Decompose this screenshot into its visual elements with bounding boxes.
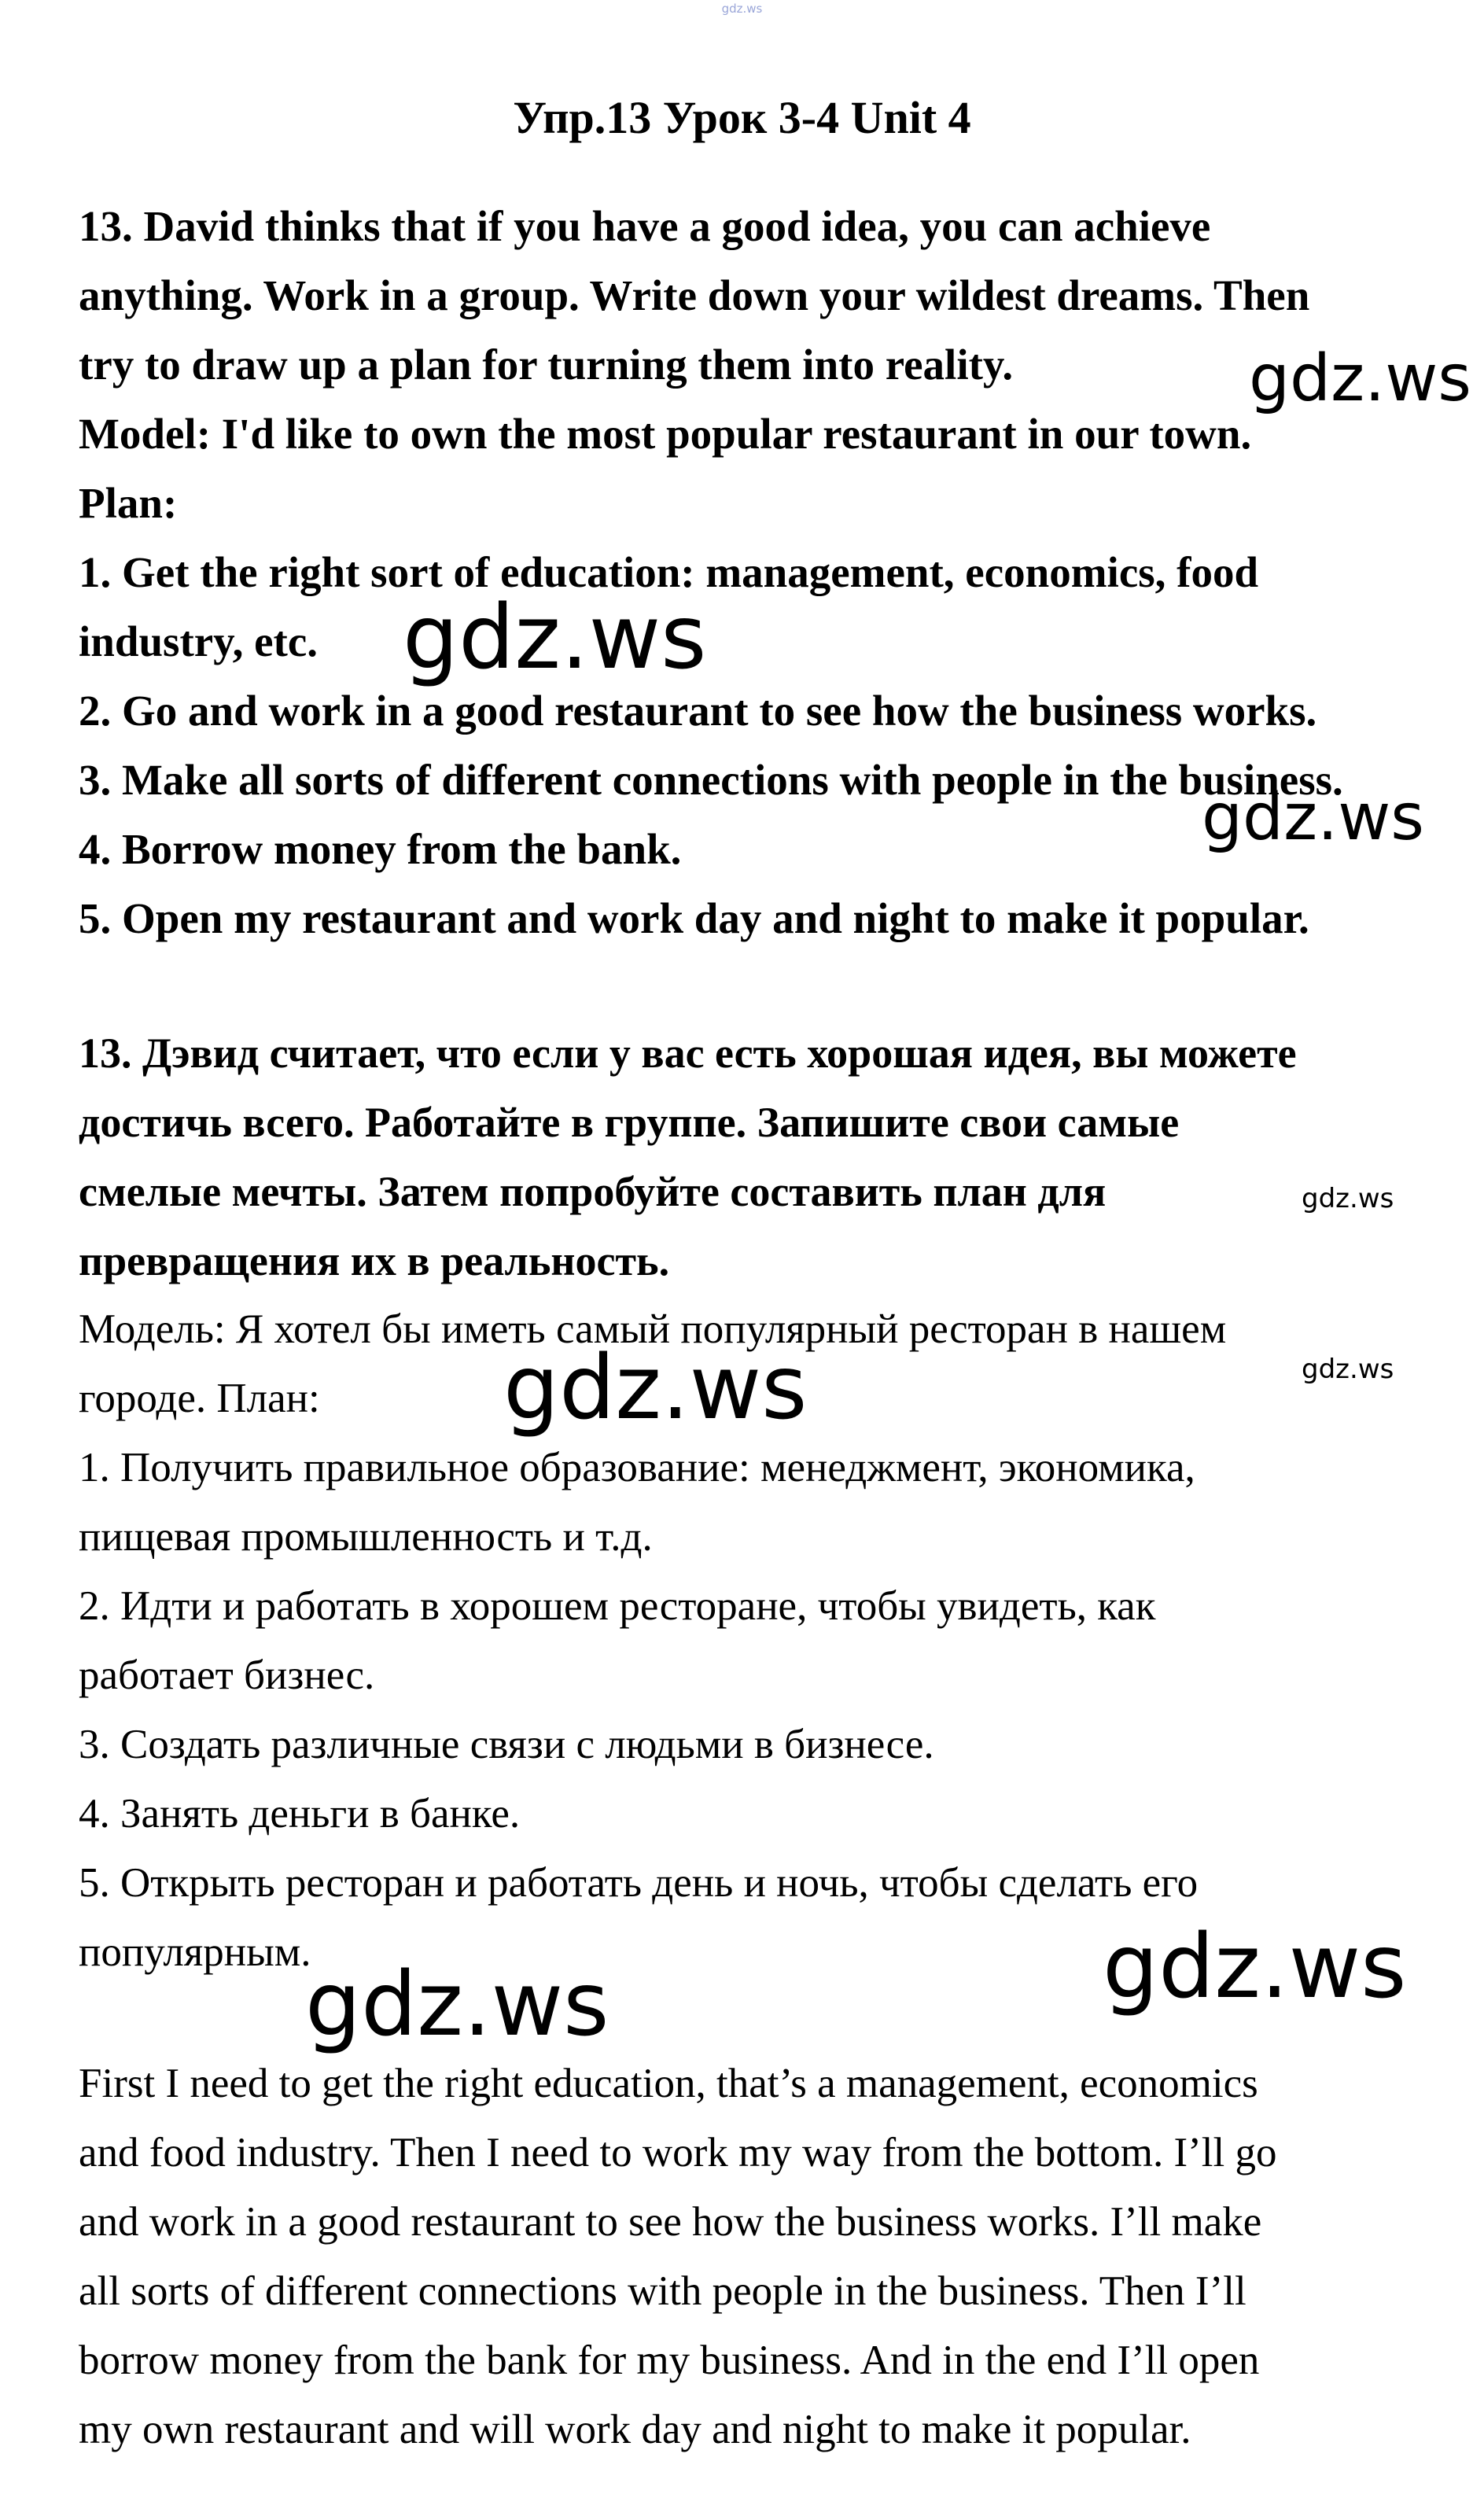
text-line: borrow money from the bank for my business. And in the end I’ll open <box>79 2338 1260 2383</box>
watermark: gdz.ws <box>1249 341 1471 416</box>
text-line: 4. Borrow money from the bank. <box>79 825 682 873</box>
text-line: 3. Создать различные связи с людьми в бизнесе. <box>79 1722 934 1767</box>
text-line: 3. Make all sorts of different connections with people in the business. <box>79 756 1343 804</box>
watermark: gdz.ws <box>403 587 707 689</box>
text-line: 2. Идти и работать в хорошем ресторане, чтобы увидеть, как <box>79 1583 1156 1629</box>
text-line: популярным. <box>79 1929 311 1975</box>
russian-task <box>79 1019 1471 1295</box>
watermark: gdz.ws <box>1103 1916 1407 2018</box>
watermark: gdz.ws <box>1302 1183 1394 1214</box>
watermark: gdz.ws <box>305 1954 609 2056</box>
text-line: 1. Получить правильное образование: менеджмент, экономика, <box>79 1445 1195 1490</box>
watermark: gdz.ws <box>1302 1354 1394 1385</box>
text-line: industry, etc. <box>79 617 319 665</box>
text-line: 4. Занять деньги в банке. <box>79 1791 521 1837</box>
text-line: пищевая промышленность и т.д. <box>79 1514 653 1560</box>
text-line: and work in a good restaurant to see how the business works. I’ll make <box>79 2199 1262 2245</box>
text-line: 2. Go and work in a good restaurant to see how the business works. <box>79 687 1317 735</box>
text-line: Plan: <box>79 479 178 527</box>
text-line: достичь всего. Работайте в группе. Запишите свои самые <box>79 1099 1180 1146</box>
watermark: gdz.ws <box>503 1337 808 1439</box>
text-line: 13. Дэвид считает, что если у вас есть хорошая идея, вы можете <box>79 1030 1297 1077</box>
text-line: городе. План: <box>79 1376 320 1421</box>
text-line: смелые мечты. Затем попробуйте составить план для <box>79 1168 1107 1215</box>
text-line: my own restaurant and will work day and night to make it popular. <box>79 2407 1191 2452</box>
text-line: 13. David thinks that if you have a good idea, you can achieve <box>79 202 1211 250</box>
watermark: gdz.ws <box>1202 780 1424 855</box>
text-line: 5. Открыть ресторан и работать день и ночь, чтобы сделать его <box>79 1860 1199 1906</box>
text-line: anything. Work in a group. Write down your wildest dreams. Then <box>79 271 1310 319</box>
text-line: Модель: Я хотел бы иметь самый популярный ресторан в нашем <box>79 1306 1227 1352</box>
text-line: Model: I'd like to own the most popular restaurant in our town. <box>79 410 1252 458</box>
header-watermark: gdz.ws <box>721 2 763 16</box>
answer-paragraph <box>79 2049 1471 2464</box>
text-line: превращения их в реальность. <box>79 1237 670 1284</box>
page-title: Упр.13 Урок 3-4 Unit 4 <box>513 92 971 143</box>
text-line: and food industry. Then I need to work my way from the bottom. I’ll go <box>79 2130 1277 2176</box>
text-line: работает бизнес. <box>79 1652 375 1698</box>
text-line: try to draw up a plan for turning them into reality. <box>79 341 1014 389</box>
text-line: all sorts of different connections with people in the business. Then I’ll <box>79 2268 1246 2314</box>
text-line: First I need to get the right education, that’s a management, economics <box>79 2061 1258 2106</box>
text-line: 1. Get the right sort of education: management, economics, food <box>79 548 1259 596</box>
text-line: 5. Open my restaurant and work day and night to make it popular. <box>79 894 1309 942</box>
